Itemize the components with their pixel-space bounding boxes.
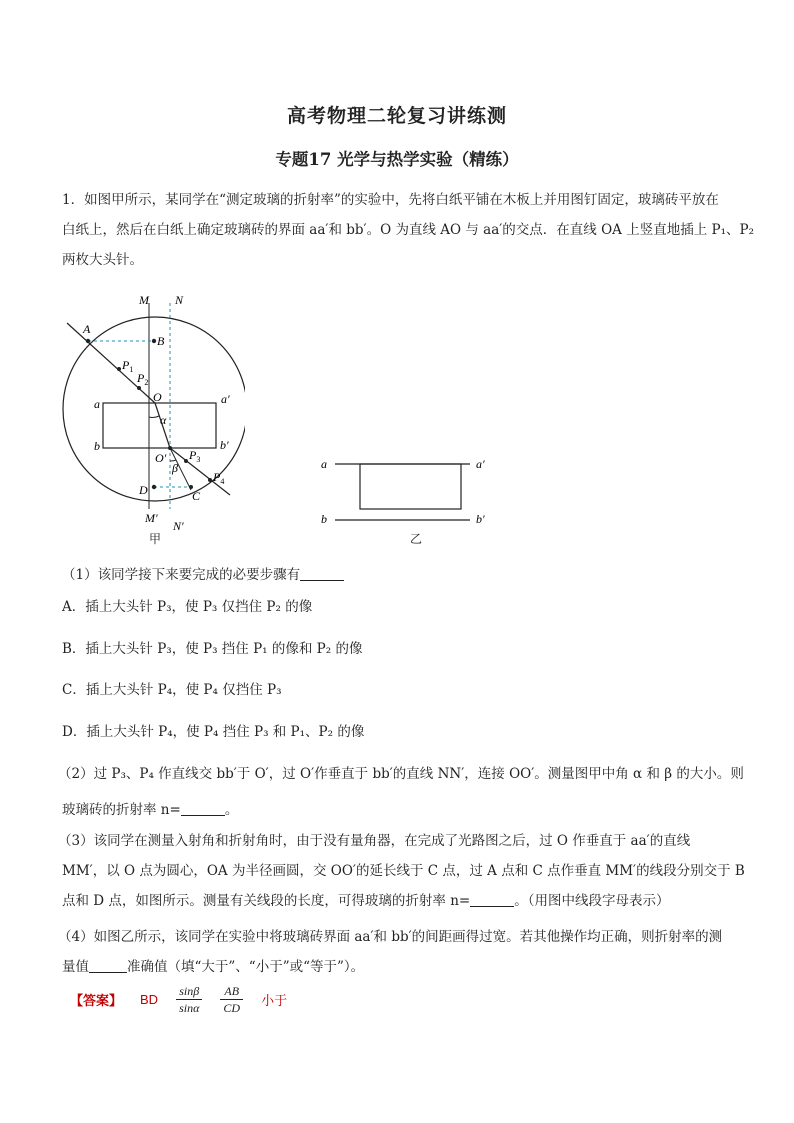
label-yi-ap: a′ — [476, 457, 485, 471]
label-bp: b′ — [220, 438, 229, 452]
caption-jia: 甲 — [149, 532, 162, 546]
sub3-line-2: MM′，以 O 点为圆心，OA 为半径画圆，交 OO′的延长线于 C 点，过 A 点和 C 点作垂直 MM′的线段分别交于 B — [62, 863, 745, 879]
label-Op: O′ — [155, 451, 167, 465]
sub3-line-1: （3）该同学在测量入射角和折射角时，由于没有量角器，在完成了光路图之后，过 O 作垂直于 aa′的直线 — [58, 833, 691, 849]
label-Mp: M′ — [145, 511, 158, 525]
point-P2 — [137, 386, 141, 390]
sub4-line-2: 量值 准确值（填“大于”、“小于”或“等于”）。 — [62, 959, 365, 975]
label-a: a — [94, 397, 100, 411]
answer-blank-1[interactable] — [300, 566, 344, 581]
figure-yi — [315, 450, 505, 530]
answer-label: 【答案】 — [70, 994, 123, 1009]
label-A: A — [83, 322, 91, 336]
label-N: N — [175, 293, 184, 307]
alpha-arc — [149, 416, 159, 417]
answer-blank-3[interactable] — [470, 892, 514, 907]
sub1-stem: （1）该同学接下来要完成的必要步骤有 — [62, 563, 344, 583]
label-yi-bp: b′ — [476, 512, 485, 526]
label-C: C — [192, 489, 201, 503]
sub3-line-3: 点和 D 点，如图所示。测量有关线段的长度，可得玻璃的折射率 n= 。（用图中线段字母表示） — [62, 893, 670, 909]
point-Op — [168, 446, 172, 450]
option-B: B．插上大头针 P₃，使 P₃ 挡住 P₁ 的像和 P₂ 的像 — [62, 641, 363, 657]
answer-1: BD — [140, 992, 159, 1007]
answer-4: 小于 — [261, 993, 288, 1008]
label-ap: a′ — [221, 392, 230, 406]
label-beta: β — [172, 461, 178, 475]
label-P3: $P_3$ — [189, 448, 201, 464]
intro-line-1: 1．如图甲所示，某同学在“测定玻璃的折射率”的实验中，先将白纸平铺在木板上并用图钉固定，玻璃砖平放在 — [62, 192, 719, 208]
incident-ray — [67, 323, 155, 403]
label-D: D — [139, 483, 148, 497]
point-A — [86, 339, 90, 343]
label-P2: $P_2$ — [137, 371, 149, 387]
point-B — [152, 339, 156, 343]
sub4-line-1: （4）如图乙所示，该同学在实验中将玻璃砖界面 aa′和 bb′的间距画得过宽。若其他操作均正确，则折射率的测 — [58, 929, 723, 945]
answer-blank-4[interactable] — [89, 958, 127, 973]
point-D — [152, 485, 156, 489]
answer-2-fraction: $\frac{\sin\beta}{\sin\alpha}$ — [176, 983, 202, 1016]
answer-blank-2[interactable] — [181, 801, 225, 816]
label-B: B — [157, 334, 165, 348]
figure-jia — [55, 285, 245, 545]
label-alpha: α — [160, 413, 167, 427]
intro-line-3: 两枚大头针。 — [62, 252, 143, 268]
label-b: b — [94, 439, 100, 453]
intro-line-2: 白纸上，然后在白纸上确定玻璃砖的界面 aa′和 bb′。O 为直线 AO 与 aa′的交点．在直线 OA 上竖直地插上 P₁、P₂ — [62, 222, 754, 238]
page-title: 高考物理二轮复习讲练测 — [286, 105, 507, 127]
page-subtitle: 专题17 光学与热学实验（精练） — [275, 150, 519, 169]
caption-yi: 乙 — [410, 532, 423, 546]
answer-row — [70, 983, 287, 1016]
option-A: A．插上大头针 P₃，使 P₃ 仅挡住 P₂ 的像 — [62, 599, 313, 615]
label-yi-b: b — [321, 512, 327, 526]
point-P4 — [208, 478, 212, 482]
answer-3-fraction: $\frac{AB}{CD}$ — [220, 983, 243, 1016]
option-D: D．插上大头针 P₄，使 P₄ 挡住 P₃ 和 P₁、P₂ 的像 — [62, 724, 365, 740]
point-P1 — [117, 367, 121, 371]
point-P3 — [184, 459, 188, 463]
label-yi-a: a — [321, 457, 327, 471]
label-Np: N′ — [173, 519, 184, 533]
label-O: O — [153, 390, 162, 404]
label-P4: $P_4$ — [213, 470, 225, 486]
sub2-line-1: （2）过 P₃、P₄ 作直线交 bb′于 O′，过 O′作垂直于 bb′的直线 NN′，连接 OO′。测量图甲中角 α 和 β 的大小。则 — [58, 766, 744, 782]
option-C: C．插上大头针 P₄，使 P₄ 仅挡住 P₃ — [62, 682, 282, 698]
label-M: M — [139, 293, 149, 307]
sub2-line-2: 玻璃砖的折射率 n= 。 — [62, 802, 239, 818]
glass-block-yi — [360, 464, 461, 509]
label-P1: $P_1$ — [122, 358, 134, 374]
